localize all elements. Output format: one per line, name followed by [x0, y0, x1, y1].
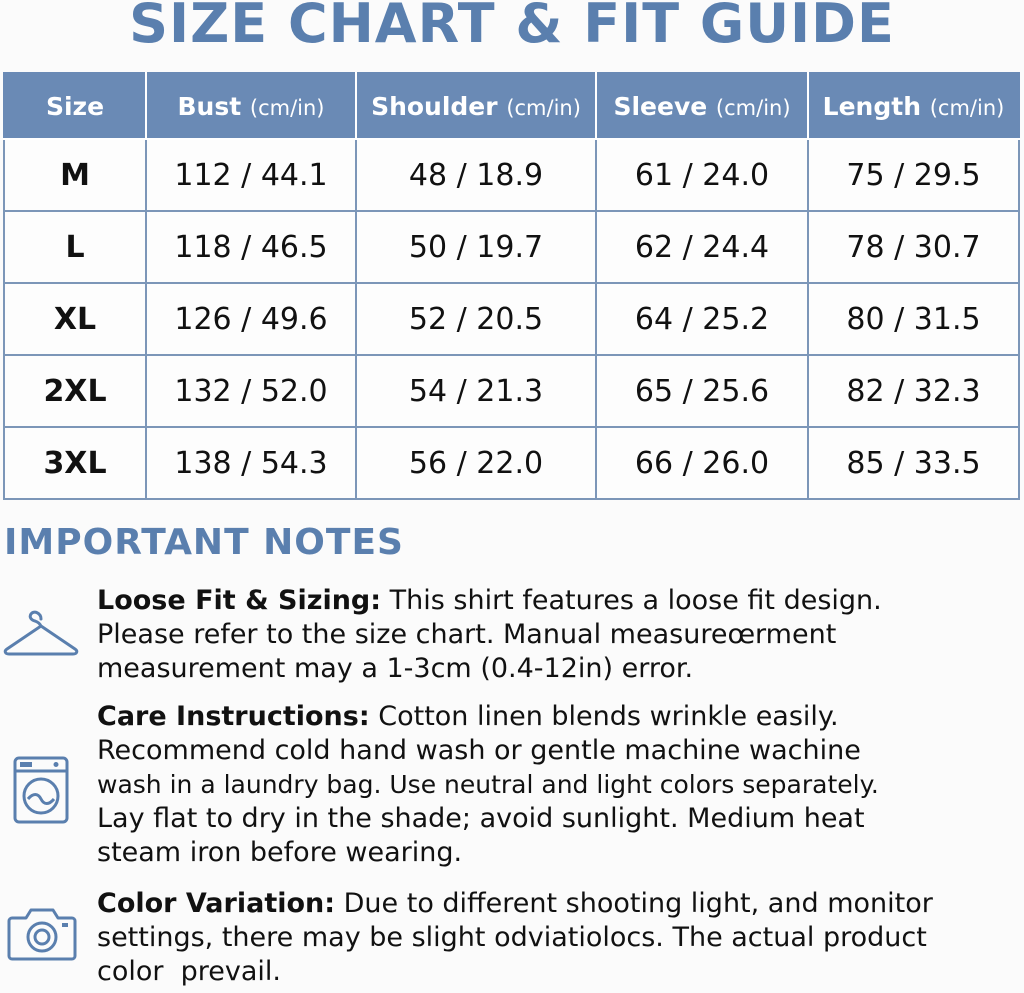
cell-shoulder: 50 / 19.7 [356, 211, 596, 283]
header-label: Shoulder [371, 91, 498, 121]
header-size [4, 73, 146, 139]
page-title: SIZE CHART & FIT GUIDE [129, 0, 895, 55]
note-text: Due to different shooting light, and monitor [335, 888, 933, 919]
note-text: This shirt features a loose fit design. [381, 585, 882, 616]
camera-icon [7, 904, 77, 962]
cell-bust: 118 / 46.5 [146, 211, 356, 283]
cell-size: M [4, 139, 146, 211]
note-line: steam iron before wearing. [97, 837, 463, 868]
cell-sleeve: 66 / 26.0 [596, 427, 808, 499]
cell-shoulder: 56 / 22.0 [356, 427, 596, 499]
header-unit: (cm/in) [715, 95, 791, 120]
cell-size: XL [4, 283, 146, 355]
header-label: Sleeve [613, 91, 708, 121]
cell-size: 3XL [4, 427, 146, 499]
note-loose-fit [97, 584, 1017, 686]
cell-length: 78 / 30.7 [808, 211, 1019, 283]
note-line [97, 887, 1017, 921]
header-label: Length [822, 91, 921, 121]
table-row [4, 355, 1019, 427]
cell-size: L [4, 211, 146, 283]
cell-bust: 138 / 54.3 [146, 427, 356, 499]
note-line: settings, there may be slight odviatiolocs. The actual product [97, 922, 927, 953]
header-shoulder [356, 73, 596, 139]
note-text: Cotton linen blends wrinkle easily. [369, 701, 839, 732]
note-line: measurement may a 1-3cm (0.4-12in) error. [97, 653, 694, 684]
cell-sleeve: 64 / 25.2 [596, 283, 808, 355]
note-lead: Loose Fit & Sizing: [97, 585, 382, 616]
cell-bust: 112 / 44.1 [146, 139, 356, 211]
note-line: color prevail. [97, 956, 282, 987]
header-unit: (cm/in) [929, 95, 1005, 120]
header-unit: (cm/in) [506, 95, 581, 120]
note-line: Recommend cold hand wash or gentle machine wachine [97, 735, 861, 766]
note-lead: Color Variation: [97, 888, 336, 919]
size-table [3, 72, 1020, 500]
table-row [4, 427, 1019, 499]
note-lead: Care Instructions: [97, 701, 370, 732]
table-row [4, 283, 1019, 355]
cell-shoulder: 54 / 21.3 [356, 355, 596, 427]
cell-sleeve: 62 / 24.4 [596, 211, 808, 283]
note-line: Please refer to the size chart. Manual measureœrment [97, 619, 837, 650]
note-line: Lay flat to dry in the shade; avoid sunlight. Medium heat [97, 803, 865, 834]
cell-length: 80 / 31.5 [808, 283, 1019, 355]
cell-sleeve: 61 / 24.0 [596, 139, 808, 211]
cell-shoulder: 52 / 20.5 [356, 283, 596, 355]
note-line [97, 700, 1017, 734]
note-line: wash in a laundry bag. Use neutral and light colors separately. [97, 770, 879, 799]
table-row [4, 211, 1019, 283]
table-row [4, 139, 1019, 211]
cell-length: 75 / 29.5 [808, 139, 1019, 211]
note-line [97, 584, 1017, 618]
cell-shoulder: 48 / 18.9 [356, 139, 596, 211]
cell-length: 85 / 33.5 [808, 427, 1019, 499]
table-header-row [4, 73, 1019, 139]
note-care [97, 700, 1017, 870]
cell-bust: 132 / 52.0 [146, 355, 356, 427]
note-color [97, 887, 1017, 989]
header-bust [146, 73, 356, 139]
cell-bust: 126 / 49.6 [146, 283, 356, 355]
header-label: Size [45, 91, 105, 121]
header-unit: (cm/in) [249, 95, 325, 120]
header-sleeve [596, 73, 808, 139]
cell-length: 82 / 32.3 [808, 355, 1019, 427]
hanger-icon [3, 605, 79, 659]
washing-machine-icon [13, 756, 69, 824]
notes-title: IMPORTANT NOTES [4, 522, 404, 563]
header-length [808, 73, 1019, 139]
header-label: Bust [177, 91, 242, 121]
cell-sleeve: 65 / 25.6 [596, 355, 808, 427]
cell-size: 2XL [4, 355, 146, 427]
